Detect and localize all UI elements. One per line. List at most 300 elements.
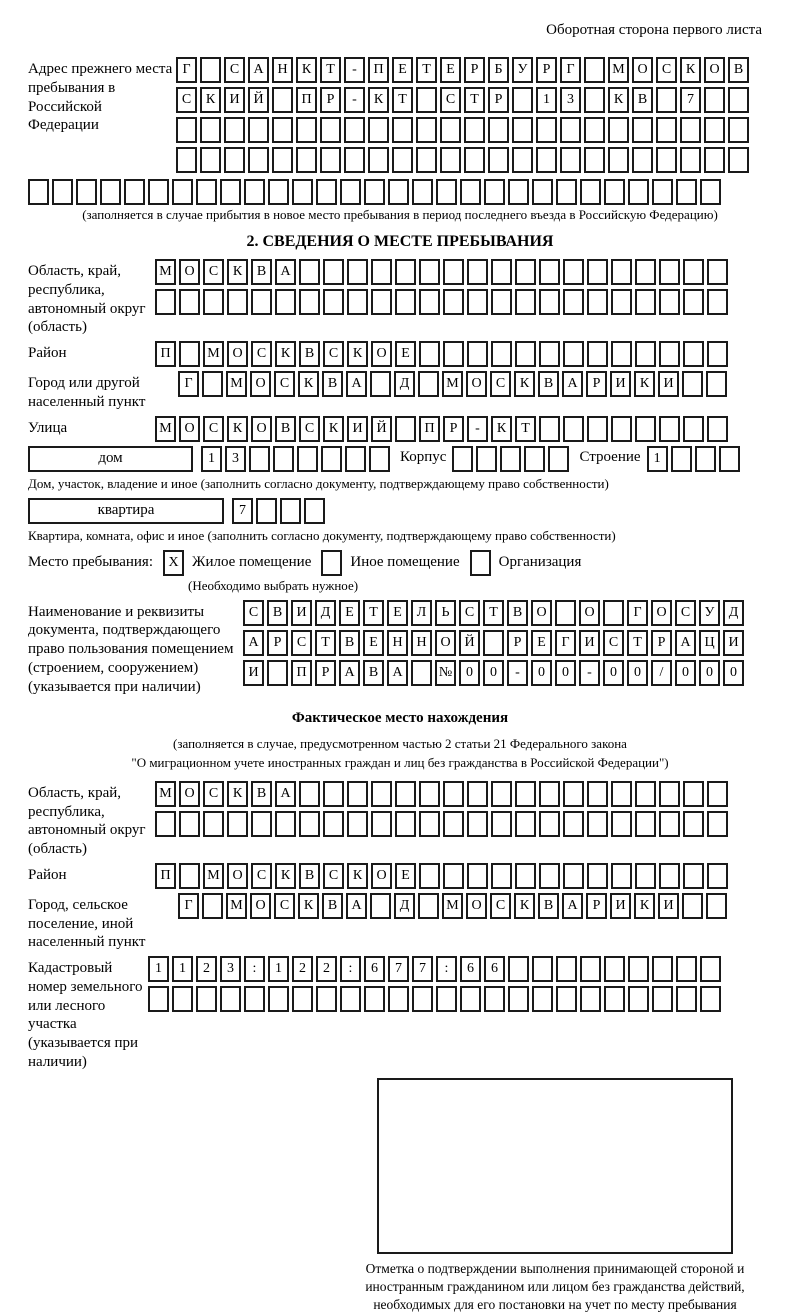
- char-cell[interactable]: [532, 956, 553, 982]
- char-cell[interactable]: К: [368, 87, 389, 113]
- char-cell[interactable]: [580, 956, 601, 982]
- char-cell[interactable]: [244, 986, 265, 1012]
- char-cell[interactable]: [491, 781, 512, 807]
- char-cell[interactable]: С: [323, 341, 344, 367]
- char-cell[interactable]: [512, 117, 533, 143]
- char-cell[interactable]: О: [371, 863, 392, 889]
- char-cell[interactable]: [532, 986, 553, 1012]
- char-cell[interactable]: [587, 811, 608, 837]
- char-cell[interactable]: [659, 259, 680, 285]
- char-cell[interactable]: [632, 147, 653, 173]
- char-cell[interactable]: К: [275, 341, 296, 367]
- char-cell[interactable]: О: [179, 259, 200, 285]
- char-cell[interactable]: [707, 781, 728, 807]
- char-cell[interactable]: Е: [395, 863, 416, 889]
- char-cell[interactable]: [299, 259, 320, 285]
- char-cell[interactable]: [344, 147, 365, 173]
- char-cell[interactable]: О: [651, 600, 672, 626]
- char-cell[interactable]: [656, 117, 677, 143]
- char-cell[interactable]: А: [248, 57, 269, 83]
- char-cell[interactable]: [345, 446, 366, 472]
- char-cell[interactable]: [155, 289, 176, 315]
- char-cell[interactable]: Т: [627, 630, 648, 656]
- char-cell[interactable]: С: [490, 893, 511, 919]
- char-cell[interactable]: [635, 416, 656, 442]
- char-cell[interactable]: [584, 117, 605, 143]
- char-cell[interactable]: [656, 87, 677, 113]
- char-cell[interactable]: К: [296, 57, 317, 83]
- char-cell[interactable]: А: [275, 259, 296, 285]
- char-cell[interactable]: [608, 147, 629, 173]
- char-cell[interactable]: С: [675, 600, 696, 626]
- char-cell[interactable]: Т: [363, 600, 384, 626]
- char-cell[interactable]: [683, 289, 704, 315]
- char-cell[interactable]: К: [634, 893, 655, 919]
- char-cell[interactable]: П: [368, 57, 389, 83]
- char-cell[interactable]: Г: [178, 371, 199, 397]
- char-cell[interactable]: [628, 986, 649, 1012]
- char-cell[interactable]: [203, 811, 224, 837]
- char-cell[interactable]: [419, 259, 440, 285]
- char-cell[interactable]: В: [632, 87, 653, 113]
- char-cell[interactable]: [707, 416, 728, 442]
- char-cell[interactable]: [179, 811, 200, 837]
- organizaciya-checkbox[interactable]: [470, 550, 491, 576]
- char-cell[interactable]: А: [562, 371, 583, 397]
- char-cell[interactable]: [512, 87, 533, 113]
- char-cell[interactable]: [316, 179, 337, 205]
- char-cell[interactable]: [659, 781, 680, 807]
- char-cell[interactable]: [412, 986, 433, 1012]
- char-cell[interactable]: М: [155, 416, 176, 442]
- char-cell[interactable]: [683, 259, 704, 285]
- char-cell[interactable]: [196, 179, 217, 205]
- char-cell[interactable]: С: [603, 630, 624, 656]
- char-cell[interactable]: В: [267, 600, 288, 626]
- char-cell[interactable]: [580, 986, 601, 1012]
- char-cell[interactable]: Г: [176, 57, 197, 83]
- char-cell[interactable]: [512, 147, 533, 173]
- char-cell[interactable]: Е: [363, 630, 384, 656]
- char-cell[interactable]: Д: [723, 600, 744, 626]
- char-cell[interactable]: 2: [196, 956, 217, 982]
- char-cell[interactable]: Р: [536, 57, 557, 83]
- char-cell[interactable]: М: [155, 781, 176, 807]
- char-cell[interactable]: Р: [507, 630, 528, 656]
- char-cell[interactable]: [323, 289, 344, 315]
- char-cell[interactable]: [224, 147, 245, 173]
- char-cell[interactable]: [700, 986, 721, 1012]
- char-cell[interactable]: М: [203, 341, 224, 367]
- char-cell[interactable]: [632, 117, 653, 143]
- char-cell[interactable]: П: [296, 87, 317, 113]
- char-cell[interactable]: [515, 811, 536, 837]
- char-cell[interactable]: [227, 811, 248, 837]
- char-cell[interactable]: К: [634, 371, 655, 397]
- char-cell[interactable]: [652, 179, 673, 205]
- char-cell[interactable]: [659, 416, 680, 442]
- char-cell[interactable]: [443, 863, 464, 889]
- char-cell[interactable]: [683, 341, 704, 367]
- char-cell[interactable]: [364, 179, 385, 205]
- char-cell[interactable]: -: [467, 416, 488, 442]
- char-cell[interactable]: 0: [555, 660, 576, 686]
- char-cell[interactable]: [292, 179, 313, 205]
- char-cell[interactable]: [371, 811, 392, 837]
- char-cell[interactable]: [676, 986, 697, 1012]
- char-cell[interactable]: [416, 87, 437, 113]
- char-cell[interactable]: [297, 446, 318, 472]
- char-cell[interactable]: [611, 863, 632, 889]
- char-cell[interactable]: 1: [172, 956, 193, 982]
- char-cell[interactable]: [412, 179, 433, 205]
- char-cell[interactable]: [611, 416, 632, 442]
- char-cell[interactable]: 1: [148, 956, 169, 982]
- char-cell[interactable]: [683, 811, 704, 837]
- char-cell[interactable]: [491, 863, 512, 889]
- char-cell[interactable]: [323, 781, 344, 807]
- char-cell[interactable]: -: [344, 57, 365, 83]
- char-cell[interactable]: 0: [675, 660, 696, 686]
- char-cell[interactable]: 7: [232, 498, 253, 524]
- char-cell[interactable]: Е: [387, 600, 408, 626]
- char-cell[interactable]: И: [291, 600, 312, 626]
- char-cell[interactable]: [416, 147, 437, 173]
- char-cell[interactable]: [416, 117, 437, 143]
- char-cell[interactable]: С: [176, 87, 197, 113]
- char-cell[interactable]: С: [299, 416, 320, 442]
- char-cell[interactable]: В: [299, 341, 320, 367]
- char-cell[interactable]: [418, 893, 439, 919]
- char-cell[interactable]: [467, 341, 488, 367]
- char-cell[interactable]: [395, 289, 416, 315]
- char-cell[interactable]: [680, 147, 701, 173]
- char-cell[interactable]: К: [347, 341, 368, 367]
- char-cell[interactable]: [368, 147, 389, 173]
- char-cell[interactable]: [296, 147, 317, 173]
- char-cell[interactable]: [611, 259, 632, 285]
- char-cell[interactable]: [467, 811, 488, 837]
- char-cell[interactable]: Е: [339, 600, 360, 626]
- char-cell[interactable]: [491, 341, 512, 367]
- char-cell[interactable]: [443, 811, 464, 837]
- char-cell[interactable]: [563, 863, 584, 889]
- char-cell[interactable]: [179, 289, 200, 315]
- char-cell[interactable]: В: [275, 416, 296, 442]
- char-cell[interactable]: К: [491, 416, 512, 442]
- char-cell[interactable]: 7: [680, 87, 701, 113]
- char-cell[interactable]: В: [322, 371, 343, 397]
- char-cell[interactable]: -: [579, 660, 600, 686]
- char-cell[interactable]: С: [203, 259, 224, 285]
- char-cell[interactable]: [347, 811, 368, 837]
- char-cell[interactable]: 0: [723, 660, 744, 686]
- char-cell[interactable]: [548, 446, 569, 472]
- char-cell[interactable]: [704, 147, 725, 173]
- char-cell[interactable]: [395, 416, 416, 442]
- char-cell[interactable]: [611, 289, 632, 315]
- char-cell[interactable]: [728, 147, 749, 173]
- char-cell[interactable]: [555, 600, 576, 626]
- char-cell[interactable]: О: [466, 893, 487, 919]
- char-cell[interactable]: [556, 956, 577, 982]
- char-cell[interactable]: С: [274, 371, 295, 397]
- char-cell[interactable]: [508, 179, 529, 205]
- char-cell[interactable]: [700, 179, 721, 205]
- char-cell[interactable]: [707, 289, 728, 315]
- char-cell[interactable]: [728, 87, 749, 113]
- char-cell[interactable]: [443, 341, 464, 367]
- char-cell[interactable]: А: [339, 660, 360, 686]
- char-cell[interactable]: [251, 289, 272, 315]
- char-cell[interactable]: [443, 781, 464, 807]
- char-cell[interactable]: М: [226, 371, 247, 397]
- char-cell[interactable]: А: [346, 371, 367, 397]
- char-cell[interactable]: [508, 986, 529, 1012]
- char-cell[interactable]: В: [339, 630, 360, 656]
- char-cell[interactable]: [323, 259, 344, 285]
- char-cell[interactable]: [299, 289, 320, 315]
- char-cell[interactable]: [176, 117, 197, 143]
- char-cell[interactable]: [706, 371, 727, 397]
- char-cell[interactable]: Т: [515, 416, 536, 442]
- char-cell[interactable]: [635, 289, 656, 315]
- char-cell[interactable]: М: [203, 863, 224, 889]
- char-cell[interactable]: [148, 179, 169, 205]
- char-cell[interactable]: 3: [560, 87, 581, 113]
- char-cell[interactable]: [659, 811, 680, 837]
- char-cell[interactable]: У: [512, 57, 533, 83]
- char-cell[interactable]: [491, 289, 512, 315]
- char-cell[interactable]: 6: [460, 956, 481, 982]
- char-cell[interactable]: [539, 416, 560, 442]
- char-cell[interactable]: [28, 179, 49, 205]
- char-cell[interactable]: 7: [388, 956, 409, 982]
- char-cell[interactable]: [321, 446, 342, 472]
- char-cell[interactable]: [556, 179, 577, 205]
- char-cell[interactable]: Р: [267, 630, 288, 656]
- char-cell[interactable]: [440, 147, 461, 173]
- char-cell[interactable]: Г: [555, 630, 576, 656]
- char-cell[interactable]: [411, 660, 432, 686]
- char-cell[interactable]: [659, 863, 680, 889]
- char-cell[interactable]: 0: [627, 660, 648, 686]
- char-cell[interactable]: [299, 811, 320, 837]
- char-cell[interactable]: В: [322, 893, 343, 919]
- char-cell[interactable]: [418, 371, 439, 397]
- inoe-checkbox[interactable]: [321, 550, 342, 576]
- char-cell[interactable]: О: [251, 416, 272, 442]
- char-cell[interactable]: [563, 259, 584, 285]
- char-cell[interactable]: [659, 341, 680, 367]
- char-cell[interactable]: С: [251, 863, 272, 889]
- char-cell[interactable]: Е: [531, 630, 552, 656]
- char-cell[interactable]: 6: [364, 956, 385, 982]
- char-cell[interactable]: [532, 179, 553, 205]
- char-cell[interactable]: [292, 986, 313, 1012]
- char-cell[interactable]: [340, 986, 361, 1012]
- char-cell[interactable]: :: [244, 956, 265, 982]
- char-cell[interactable]: [316, 986, 337, 1012]
- char-cell[interactable]: [273, 446, 294, 472]
- char-cell[interactable]: [347, 781, 368, 807]
- char-cell[interactable]: Н: [272, 57, 293, 83]
- char-cell[interactable]: [275, 289, 296, 315]
- char-cell[interactable]: 1: [268, 956, 289, 982]
- char-cell[interactable]: А: [243, 630, 264, 656]
- char-cell[interactable]: С: [459, 600, 480, 626]
- char-cell[interactable]: С: [243, 600, 264, 626]
- char-cell[interactable]: [443, 289, 464, 315]
- char-cell[interactable]: [707, 811, 728, 837]
- char-cell[interactable]: [268, 179, 289, 205]
- char-cell[interactable]: В: [299, 863, 320, 889]
- char-cell[interactable]: К: [347, 863, 368, 889]
- char-cell[interactable]: [364, 986, 385, 1012]
- char-cell[interactable]: Т: [392, 87, 413, 113]
- char-cell[interactable]: [539, 781, 560, 807]
- char-cell[interactable]: [563, 781, 584, 807]
- char-cell[interactable]: 0: [483, 660, 504, 686]
- char-cell[interactable]: В: [507, 600, 528, 626]
- char-cell[interactable]: С: [203, 781, 224, 807]
- char-cell[interactable]: [419, 341, 440, 367]
- char-cell[interactable]: Т: [416, 57, 437, 83]
- char-cell[interactable]: П: [419, 416, 440, 442]
- char-cell[interactable]: [635, 341, 656, 367]
- char-cell[interactable]: [728, 117, 749, 143]
- char-cell[interactable]: 2: [292, 956, 313, 982]
- char-cell[interactable]: Е: [440, 57, 461, 83]
- char-cell[interactable]: [608, 117, 629, 143]
- char-cell[interactable]: О: [250, 893, 271, 919]
- char-cell[interactable]: К: [680, 57, 701, 83]
- char-cell[interactable]: [124, 179, 145, 205]
- char-cell[interactable]: [539, 259, 560, 285]
- char-cell[interactable]: [460, 179, 481, 205]
- char-cell[interactable]: 3: [220, 956, 241, 982]
- char-cell[interactable]: М: [608, 57, 629, 83]
- char-cell[interactable]: :: [436, 956, 457, 982]
- char-cell[interactable]: [179, 341, 200, 367]
- char-cell[interactable]: С: [291, 630, 312, 656]
- char-cell[interactable]: [488, 147, 509, 173]
- char-cell[interactable]: [707, 341, 728, 367]
- char-cell[interactable]: [272, 117, 293, 143]
- char-cell[interactable]: С: [440, 87, 461, 113]
- char-cell[interactable]: [707, 863, 728, 889]
- char-cell[interactable]: [563, 811, 584, 837]
- char-cell[interactable]: [371, 781, 392, 807]
- char-cell[interactable]: [628, 179, 649, 205]
- char-cell[interactable]: К: [514, 371, 535, 397]
- char-cell[interactable]: [604, 956, 625, 982]
- char-cell[interactable]: Т: [464, 87, 485, 113]
- char-cell[interactable]: 7: [412, 956, 433, 982]
- char-cell[interactable]: [635, 259, 656, 285]
- char-cell[interactable]: [323, 811, 344, 837]
- char-cell[interactable]: С: [251, 341, 272, 367]
- char-cell[interactable]: Д: [315, 600, 336, 626]
- char-cell[interactable]: [587, 416, 608, 442]
- char-cell[interactable]: Ц: [699, 630, 720, 656]
- char-cell[interactable]: И: [610, 893, 631, 919]
- char-cell[interactable]: И: [610, 371, 631, 397]
- char-cell[interactable]: [476, 446, 497, 472]
- char-cell[interactable]: В: [363, 660, 384, 686]
- char-cell[interactable]: [611, 341, 632, 367]
- char-cell[interactable]: И: [243, 660, 264, 686]
- char-cell[interactable]: А: [346, 893, 367, 919]
- char-cell[interactable]: [467, 259, 488, 285]
- char-cell[interactable]: [371, 259, 392, 285]
- char-cell[interactable]: [656, 147, 677, 173]
- zhiloe-checkbox[interactable]: X: [163, 550, 184, 576]
- char-cell[interactable]: [635, 781, 656, 807]
- char-cell[interactable]: [388, 179, 409, 205]
- char-cell[interactable]: [604, 179, 625, 205]
- char-cell[interactable]: 3: [225, 446, 246, 472]
- char-cell[interactable]: 6: [484, 956, 505, 982]
- char-cell[interactable]: О: [227, 863, 248, 889]
- char-cell[interactable]: [704, 87, 725, 113]
- char-cell[interactable]: 0: [459, 660, 480, 686]
- char-cell[interactable]: Т: [315, 630, 336, 656]
- char-cell[interactable]: №: [435, 660, 456, 686]
- char-cell[interactable]: [179, 863, 200, 889]
- char-cell[interactable]: [683, 781, 704, 807]
- char-cell[interactable]: [392, 147, 413, 173]
- char-cell[interactable]: И: [658, 371, 679, 397]
- char-cell[interactable]: Д: [394, 371, 415, 397]
- char-cell[interactable]: [539, 863, 560, 889]
- char-cell[interactable]: [539, 341, 560, 367]
- char-cell[interactable]: [491, 811, 512, 837]
- char-cell[interactable]: [515, 863, 536, 889]
- char-cell[interactable]: [536, 147, 557, 173]
- char-cell[interactable]: [248, 147, 269, 173]
- char-cell[interactable]: [491, 259, 512, 285]
- char-cell[interactable]: [275, 811, 296, 837]
- char-cell[interactable]: [388, 986, 409, 1012]
- char-cell[interactable]: [488, 117, 509, 143]
- char-cell[interactable]: [652, 956, 673, 982]
- char-cell[interactable]: [584, 147, 605, 173]
- char-cell[interactable]: К: [227, 781, 248, 807]
- char-cell[interactable]: [680, 117, 701, 143]
- char-cell[interactable]: Е: [392, 57, 413, 83]
- char-cell[interactable]: [272, 87, 293, 113]
- char-cell[interactable]: [196, 986, 217, 1012]
- char-cell[interactable]: [395, 259, 416, 285]
- char-cell[interactable]: О: [466, 371, 487, 397]
- char-cell[interactable]: [584, 87, 605, 113]
- char-cell[interactable]: О: [435, 630, 456, 656]
- char-cell[interactable]: [172, 986, 193, 1012]
- char-cell[interactable]: [467, 289, 488, 315]
- char-cell[interactable]: М: [226, 893, 247, 919]
- char-cell[interactable]: А: [275, 781, 296, 807]
- char-cell[interactable]: [443, 259, 464, 285]
- char-cell[interactable]: Р: [464, 57, 485, 83]
- char-cell[interactable]: [563, 416, 584, 442]
- char-cell[interactable]: [347, 259, 368, 285]
- char-cell[interactable]: [296, 117, 317, 143]
- char-cell[interactable]: [272, 147, 293, 173]
- char-cell[interactable]: [652, 986, 673, 1012]
- char-cell[interactable]: К: [323, 416, 344, 442]
- char-cell[interactable]: Д: [394, 893, 415, 919]
